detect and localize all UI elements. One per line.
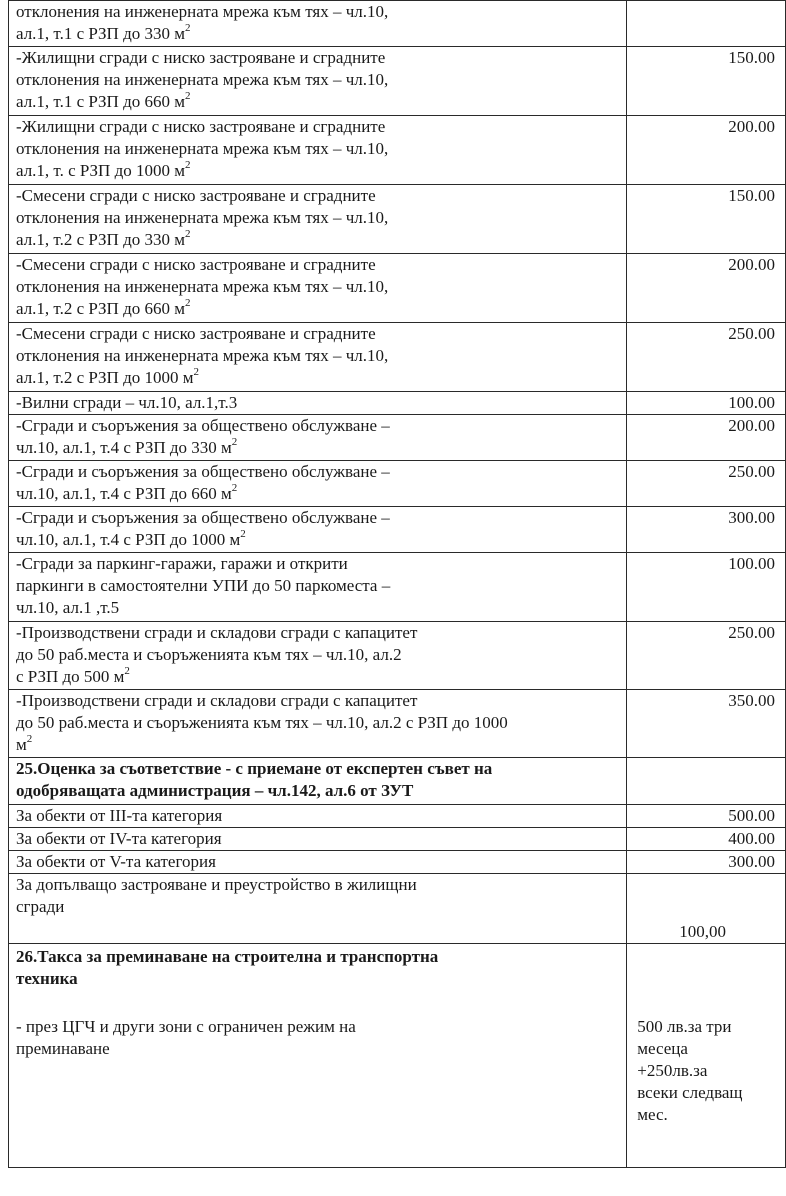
text-line — [16, 507, 622, 529]
section-26-row — [9, 944, 786, 1168]
table-row — [9, 323, 786, 392]
text-line — [16, 780, 622, 802]
superscript: 2 — [185, 159, 191, 172]
text-line — [16, 1016, 622, 1038]
line-text: -Смесени сгради с ниско застрояване и сградните — [16, 324, 376, 343]
text-line — [16, 207, 622, 229]
price-value: 400.00 — [728, 829, 775, 848]
price-value: 250.00 — [728, 462, 775, 481]
text-line — [16, 47, 622, 69]
price-cell — [627, 392, 786, 415]
line-text: 500 лв.за три — [637, 1017, 732, 1036]
line-text: -Сгради и съоръжения за обществено обслужване – — [16, 416, 390, 435]
table-row — [9, 553, 786, 622]
superscript: 2 — [26, 733, 33, 746]
description-cell — [9, 254, 627, 323]
empty-cell — [627, 758, 786, 805]
description-cell — [9, 1, 627, 47]
line-text: отклонения на инженерната мрежа към тях – чл.10, — [16, 277, 389, 296]
description-cell — [9, 47, 627, 116]
price-cell — [627, 185, 786, 254]
text-line — [16, 437, 622, 459]
category-label — [9, 805, 627, 828]
line-text: ал.1, т. с РЗП до 1000 м — [16, 161, 185, 180]
line-text: м — [16, 735, 27, 754]
text-line — [16, 1, 622, 23]
line-text: -Жилищни сгради с ниско застрояване и сградните — [16, 117, 386, 136]
superscript: 2 — [185, 22, 191, 35]
description-cell — [9, 185, 627, 254]
price-value: 100.00 — [728, 393, 775, 412]
line-text: ал.1, т.1 с РЗП до 330 м — [16, 24, 185, 43]
line-text: до 50 раб.места и съоръженията към тях – чл.10, ал.2 с РЗП до 1000 — [16, 713, 508, 732]
line-text: -Производствени сгради и складови сгради с капацитет — [16, 691, 418, 710]
category-row — [9, 851, 786, 874]
description-cell — [9, 622, 627, 690]
line-text: +250лв.за — [637, 1061, 708, 1080]
line-text: месеца — [637, 1039, 688, 1058]
superscript: 2 — [124, 665, 130, 678]
text-line — [16, 23, 622, 45]
spacer — [16, 990, 622, 1016]
line-text: ал.1, т.2 с РЗП до 1000 м — [16, 368, 194, 387]
extension-description — [9, 874, 627, 944]
line-text: чл.10, ал.1 ,т.5 — [16, 598, 120, 617]
table-row — [9, 185, 786, 254]
price-cell — [627, 461, 786, 507]
table-row — [9, 622, 786, 690]
description-cell — [9, 116, 627, 185]
table-row — [9, 392, 786, 415]
line-text: одобряващата администрация – чл.142, ал.6 от ЗУТ — [16, 781, 414, 800]
superscript: 2 — [193, 366, 199, 379]
price-cell — [627, 254, 786, 323]
price-value: 200.00 — [728, 255, 775, 274]
text-line — [16, 461, 622, 483]
price-cell — [627, 622, 786, 690]
price-value: 150.00 — [728, 48, 775, 67]
price-cell — [627, 874, 786, 944]
text-line — [16, 896, 622, 918]
text-line — [16, 185, 622, 207]
text-line — [16, 758, 622, 780]
text-line — [637, 1082, 781, 1104]
category-label — [9, 851, 627, 874]
price-value: 200.00 — [728, 117, 775, 136]
text-line — [16, 367, 622, 389]
line-text: техника — [16, 969, 78, 988]
text-line — [637, 1060, 781, 1082]
text-line — [637, 1038, 781, 1060]
description-cell — [9, 392, 627, 415]
line-text: -Производствени сгради и складови сгради с капацитет — [16, 623, 418, 642]
table-row — [9, 47, 786, 116]
table-row — [9, 1, 786, 47]
line-text: -Сгради за паркинг-гаражи, гаражи и открити — [16, 554, 348, 573]
line-text: преминаване — [16, 1039, 110, 1058]
line-text: ал.1, т.2 с РЗП до 330 м — [16, 230, 185, 249]
section-25-heading-row — [9, 758, 786, 805]
text-line — [16, 160, 622, 182]
line-text: ал.1, т.2 с РЗП до 660 м — [16, 299, 185, 318]
line-text: -Сгради и съоръжения за обществено обслужване – — [16, 508, 390, 527]
text-line — [16, 644, 622, 666]
text-line — [16, 298, 622, 320]
price-cell — [627, 690, 786, 758]
price-value: 100,00 — [679, 922, 726, 941]
text-line — [16, 229, 622, 251]
superscript: 2 — [231, 482, 238, 495]
text-line — [16, 415, 622, 437]
text-line — [16, 69, 622, 91]
description-cell — [9, 461, 627, 507]
price-cell — [627, 323, 786, 392]
line-text: чл.10, ал.1, т.4 с РЗП до 330 м — [16, 438, 232, 457]
text-line — [16, 276, 622, 298]
line-text: -Смесени сгради с ниско застрояване и сградните — [16, 255, 376, 274]
text-line — [16, 254, 622, 276]
line-text: чл.10, ал.1, т.4 с РЗП до 1000 м — [16, 530, 241, 549]
line-text: -Сгради и съоръжения за обществено обслужване – — [16, 462, 390, 481]
table-row — [9, 116, 786, 185]
text-line — [16, 116, 622, 138]
category-label — [9, 828, 627, 851]
text-line — [16, 1038, 622, 1060]
superscript: 2 — [185, 297, 191, 310]
price-cell — [627, 415, 786, 461]
line-text: до 50 раб.места и съоръженията към тях – чл.10, ал.2 — [16, 645, 402, 664]
table-row — [9, 690, 786, 758]
description-cell — [9, 323, 627, 392]
table-row — [9, 507, 786, 553]
price-value: 350.00 — [728, 691, 775, 710]
price-cell — [627, 116, 786, 185]
superscript: 2 — [185, 90, 191, 103]
superscript: 2 — [231, 436, 238, 449]
price-cell — [627, 47, 786, 116]
text-line — [16, 323, 622, 345]
price-cell — [627, 805, 786, 828]
fee-table — [8, 0, 786, 1168]
text-line — [16, 851, 622, 873]
line-text: чл.10, ал.1, т.4 с РЗП до 660 м — [16, 484, 232, 503]
price-value: 150.00 — [728, 186, 775, 205]
price-cell — [627, 1, 786, 47]
price-value: 250.00 — [728, 324, 775, 343]
line-text: - през ЦГЧ и други зони с ограничен режим на — [16, 1017, 356, 1036]
line-text: За обекти от V-та категория — [16, 852, 216, 871]
line-text: мес. — [637, 1105, 668, 1124]
text-line — [16, 622, 622, 644]
price-value: 300.00 — [728, 508, 775, 527]
superscript: 2 — [240, 528, 246, 541]
price-cell — [627, 507, 786, 553]
line-text: отклонения на инженерната мрежа към тях – чл.10, — [16, 346, 389, 365]
price-cell — [627, 851, 786, 874]
line-text: с РЗП до 500 м — [16, 667, 125, 686]
line-text: За обекти от III-та категория — [16, 806, 223, 825]
line-text: -Смесени сгради с ниско застрояване и сградните — [16, 186, 376, 205]
table-row — [9, 461, 786, 507]
text-line — [16, 946, 622, 968]
line-text: всеки следващ — [637, 1083, 743, 1102]
description-cell — [9, 507, 627, 553]
line-text: паркинги в самостоятелни УПИ до 50 паркоместа – — [16, 576, 391, 595]
text-line — [16, 712, 622, 734]
description-cell — [9, 415, 627, 461]
table-row — [9, 254, 786, 323]
text-line — [16, 553, 622, 575]
text-line — [16, 690, 622, 712]
category-row — [9, 805, 786, 828]
line-text: отклонения на инженерната мрежа към тях – чл.10, — [16, 2, 389, 21]
description-cell — [9, 553, 627, 622]
extension-row — [9, 874, 786, 944]
text-line — [16, 483, 622, 505]
text-line — [16, 529, 622, 551]
line-text: За обекти от IV-та категория — [16, 829, 222, 848]
price-value: 500.00 — [728, 806, 775, 825]
line-text: За допълващо застрояване и преустройство в жилищни — [16, 875, 417, 894]
line-text: отклонения на инженерната мрежа към тях – чл.10, — [16, 139, 389, 158]
text-line — [16, 345, 622, 367]
description-cell — [9, 690, 627, 758]
price-cell — [627, 828, 786, 851]
superscript: 2 — [185, 228, 191, 241]
text-line — [16, 575, 622, 597]
text-line — [16, 968, 622, 990]
price-value: 250.00 — [728, 623, 775, 642]
text-line — [16, 874, 622, 896]
text-line — [16, 828, 622, 850]
price-value: 300.00 — [728, 852, 775, 871]
price-value: 200.00 — [728, 416, 775, 435]
line-text: отклонения на инженерната мрежа към тях – чл.10, — [16, 208, 389, 227]
fee-terms-cell — [627, 944, 786, 1168]
text-line — [16, 597, 622, 619]
text-line — [637, 1016, 781, 1038]
text-line — [16, 734, 622, 756]
text-line — [16, 91, 622, 113]
text-line — [16, 392, 622, 414]
text-line — [16, 805, 622, 827]
price-cell — [627, 553, 786, 622]
line-text: 26.Такса за преминаване на строителна и транспортна — [16, 947, 439, 966]
line-text: сгради — [16, 897, 65, 916]
line-text: 25.Оценка за съответствие - с приемане от експертен съвет на — [16, 759, 493, 778]
line-text: отклонения на инженерната мрежа към тях – чл.10, — [16, 70, 389, 89]
price-value: 100.00 — [728, 554, 775, 573]
category-row — [9, 828, 786, 851]
text-line — [637, 1104, 781, 1126]
line-text: -Вилни сгради – чл.10, ал.1,т.3 — [16, 393, 238, 412]
section-26-description — [9, 944, 627, 1168]
line-text: ал.1, т.1 с РЗП до 660 м — [16, 92, 185, 111]
line-text: -Жилищни сгради с ниско застрояване и сградните — [16, 48, 386, 67]
table-row — [9, 415, 786, 461]
text-line — [16, 666, 622, 688]
section-25-heading — [9, 758, 627, 805]
text-line — [16, 138, 622, 160]
